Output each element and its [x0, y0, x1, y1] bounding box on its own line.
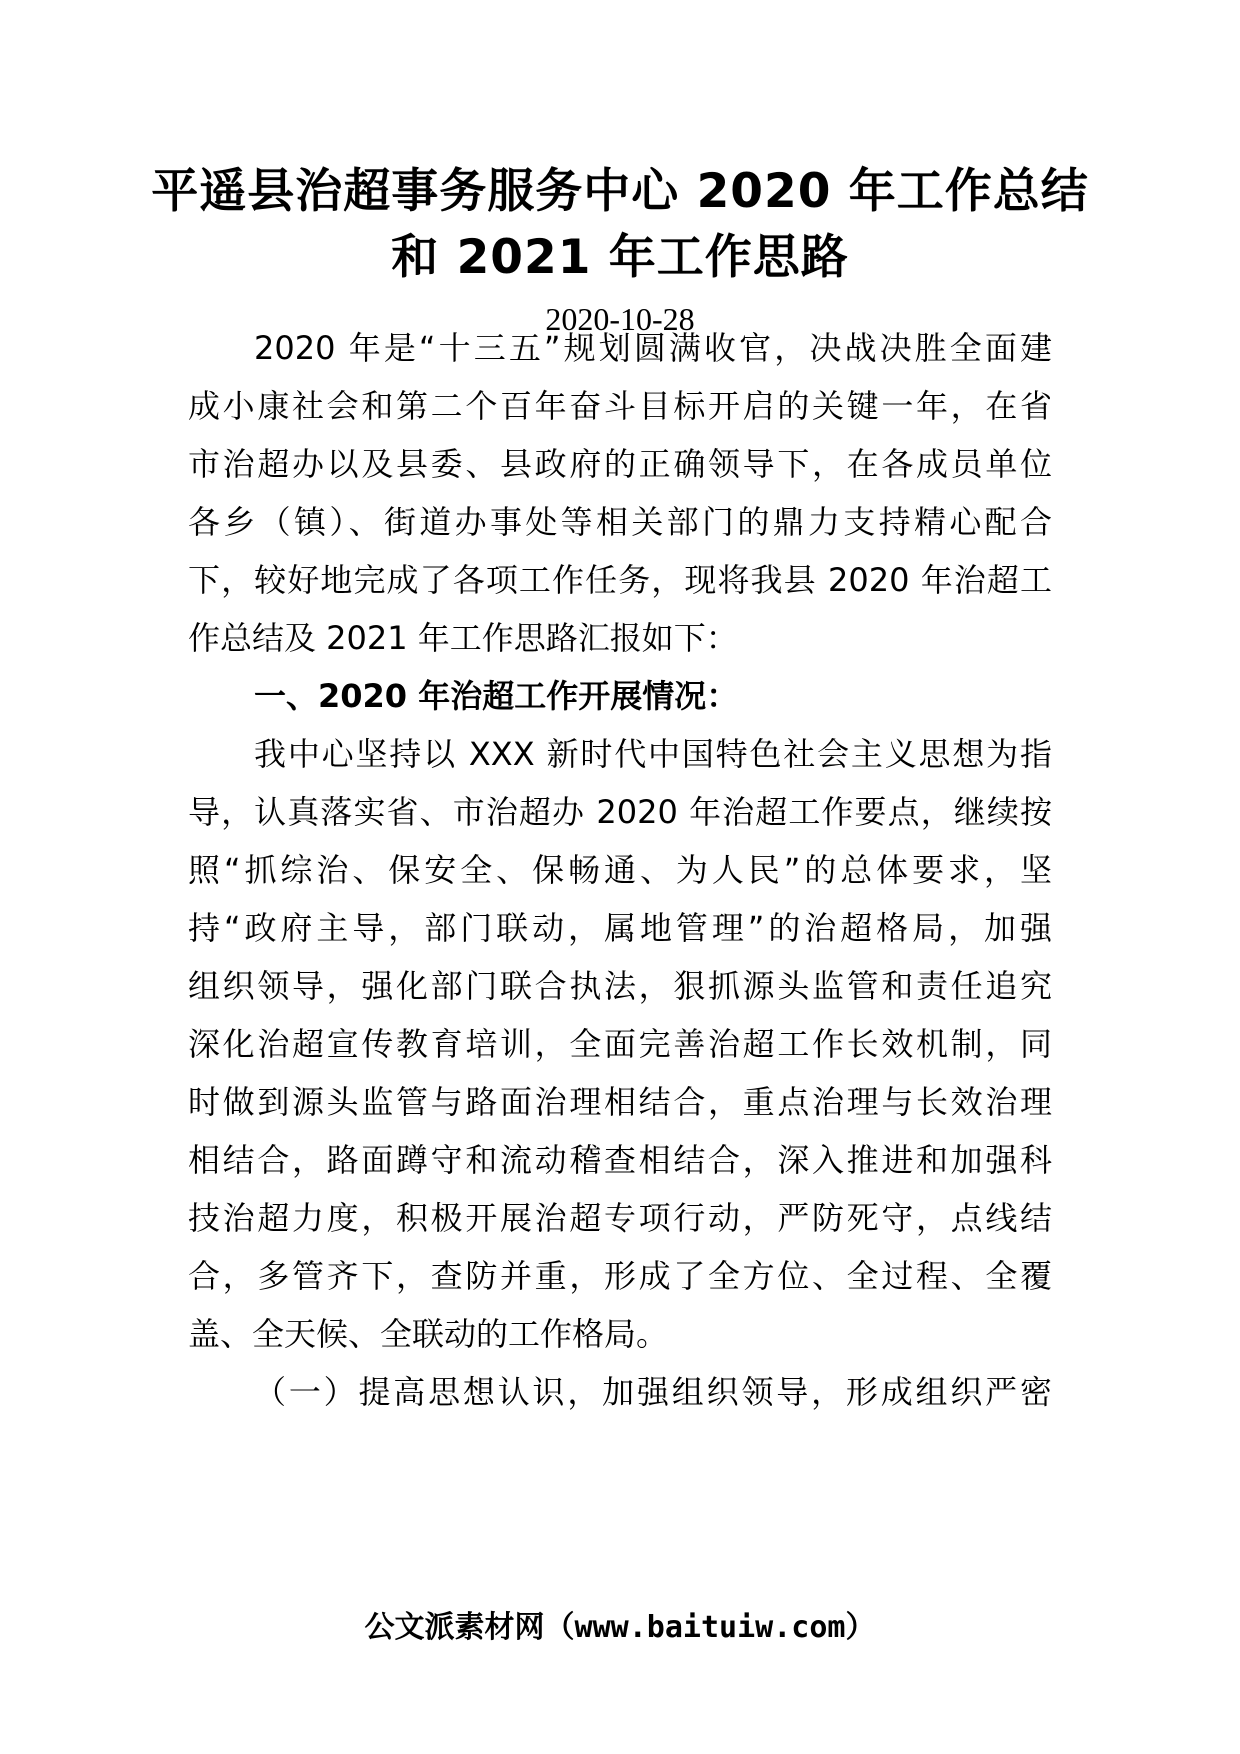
document-title-line-2: 和 2021 年工作思路 — [391, 230, 849, 285]
document-title-line-1: 平遥县治超事务服务中心 2020 年工作总结 — [151, 164, 1089, 219]
paragraph-line: 深化治超宣传教育培训，全面完善治超工作长效机制，同 — [188, 1025, 1052, 1063]
paragraph-line: 我中心坚持以 XXX 新时代中国特色社会主义思想为指 — [254, 735, 1052, 773]
paragraph-line: 技治超力度，积极开展治超专项行动，严防死守，点线结 — [188, 1199, 1052, 1237]
paragraph-line: 组织领导，强化部门联合执法，狠抓源头监管和责任追究 — [188, 967, 1052, 1005]
paragraph-line: 市治超办以及县委、县政府的正确领导下，在各成员单位 — [188, 445, 1052, 483]
paragraph-line: 时做到源头监管与路面治理相结合，重点治理与长效治理 — [188, 1083, 1052, 1121]
paragraph-line: 各乡（镇）、街道办事处等相关部门的鼎力支持精心配合 — [188, 503, 1052, 541]
paragraph-line: 照“抓综治、保安全、保畅通、为人民”的总体要求，坚 — [188, 851, 1052, 889]
paragraph-line: 导，认真落实省、市治超办 2020 年治超工作要点，继续按 — [188, 793, 1052, 831]
watermark-footer: 公文派素材网（www.baituiw.com） — [364, 1610, 876, 1645]
paragraph-line: 成小康社会和第二个百年奋斗目标开启的关键一年，在省 — [188, 387, 1052, 425]
paragraph-line: 合，多管齐下，查防并重，形成了全方位、全过程、全覆 — [188, 1257, 1052, 1295]
subsection-line: （一）提高思想认识，加强组织领导，形成组织严密 — [254, 1373, 1052, 1411]
paragraph-line: 相结合，路面蹲守和流动稽查相结合，深入推进和加强科 — [188, 1141, 1052, 1179]
paragraph-line: 作总结及 2021 年工作思路汇报如下： — [188, 619, 738, 657]
paragraph-line: 下，较好地完成了各项工作任务，现将我县 2020 年治超工 — [188, 561, 1052, 599]
paragraph-line: 持“政府主导，部门联动，属地管理”的治超格局，加强 — [188, 909, 1052, 947]
paragraph-line: 2020 年是“十三五”规划圆满收官，决战决胜全面建 — [254, 329, 1052, 367]
document-date: 2020-10-28 — [545, 301, 695, 337]
section-heading: 一、2020 年治超工作开展情况： — [254, 677, 739, 715]
paragraph-line: 盖、全天候、全联动的工作格局。 — [188, 1315, 669, 1353]
